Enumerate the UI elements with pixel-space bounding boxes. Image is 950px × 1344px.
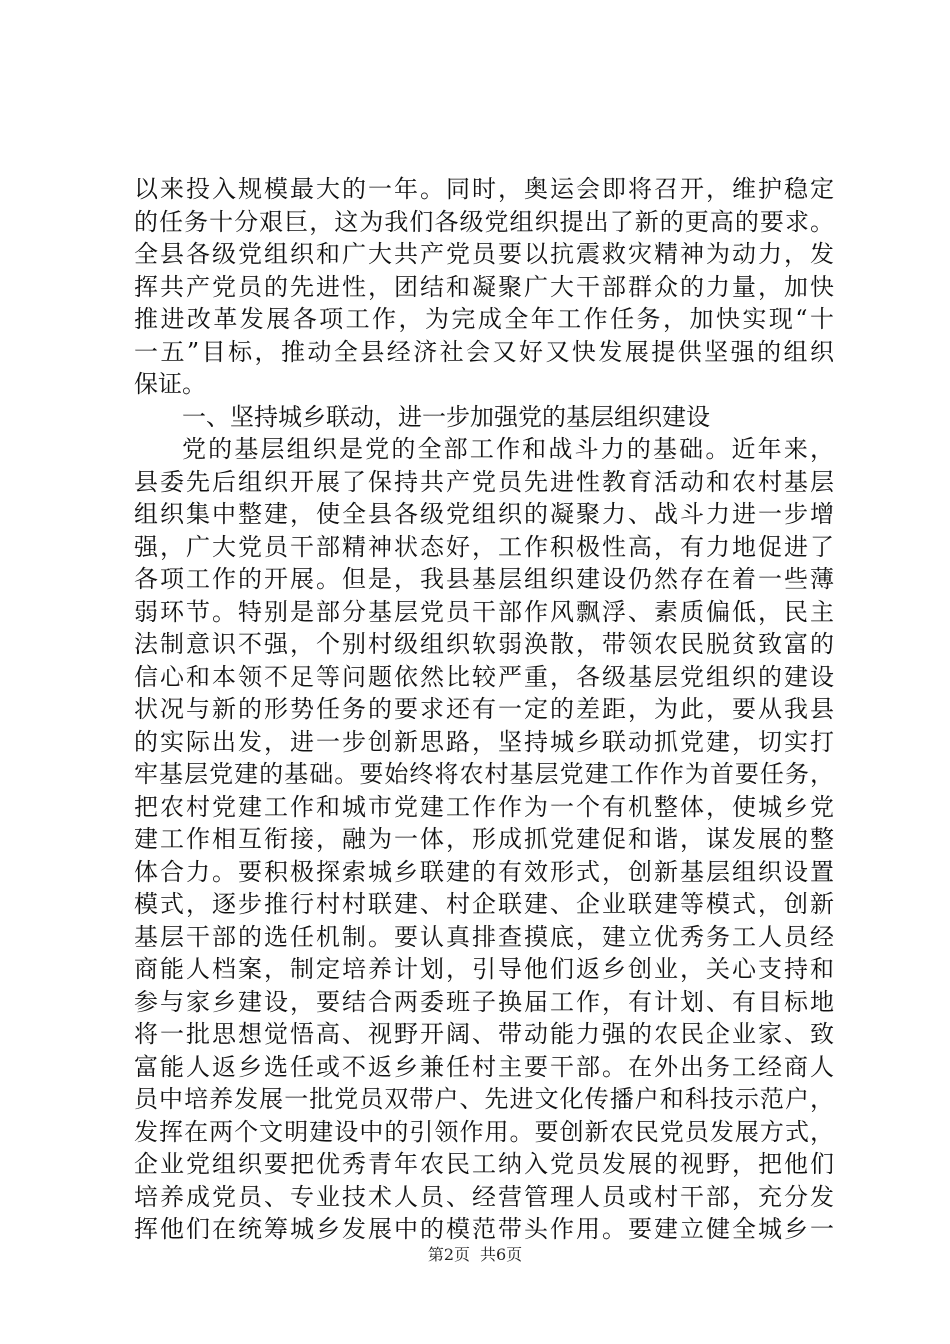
text-line: 挥他们在统筹城乡发展中的模范带头作用。要建立健全城乡一 [134, 1215, 834, 1243]
text-line: 企业党组织要把优秀青年农民工纳入党员发展的视野，把他们 [134, 1150, 834, 1178]
text-line: 模式，逐步推行村村联建、村企联建、企业联建等模式，创新 [134, 890, 834, 918]
text-line: 组织集中整建，使全县各级党组织的凝聚力、战斗力进一步增 [134, 500, 834, 528]
text-line: 挥共产党员的先进性，团结和凝聚广大干部群众的力量，加快 [134, 272, 834, 301]
text-line: 的任务十分艰巨，这为我们各级党组织提出了新的更高的要求。 [134, 207, 834, 236]
text-line: 商能人档案，制定培养计划，引导他们返乡创业，关心支持和 [134, 955, 834, 983]
page-total: 共6页 [480, 1245, 523, 1264]
section-heading: 一、坚持城乡联动，进一步加强党的基层组织建设 [182, 402, 710, 431]
text-line: 弱环节。特别是部分基层党员干部作风飘浮、素质偏低，民主 [134, 597, 834, 626]
text-line: 发挥在两个文明建设中的引领作用。要创新农民党员发展方式， [134, 1117, 834, 1146]
text-line: 体合力。要积极探索城乡联建的有效形式，创新基层组织设置 [134, 857, 834, 886]
text-line: 将一批思想觉悟高、视野开阔、带动能力强的农民企业家、致 [134, 1020, 834, 1048]
text-line: 的实际出发，进一步创新思路，坚持城乡联动抓党建，切实打 [134, 727, 834, 756]
text-line: 牢基层党建的基础。要始终将农村基层党建工作作为首要任务， [134, 760, 834, 788]
text-line: 县委先后组织开展了保持共产党员先进性教育活动和农村基层 [134, 467, 834, 496]
text-line: 推进改革发展各项工作，为完成全年工作任务，加快实现“十 [134, 305, 834, 333]
body-text [134, 173, 834, 1246]
text-line: 参与家乡建设，要结合两委班子换届工作，有计划、有目标地 [134, 987, 834, 1016]
text-line: 以来投入规模最大的一年。同时，奥运会即将召开，维护稳定 [134, 175, 834, 203]
text-line: 富能人返乡选任或不返乡兼任村主要干部。在外出务工经商人 [134, 1052, 834, 1081]
text-line: 各项工作的开展。但是，我县基层组织建设仍然存在着一些薄 [134, 565, 834, 593]
text-line: 把农村党建工作和城市党建工作作为一个有机整体，使城乡党 [134, 792, 834, 821]
text-line: 状况与新的形势任务的要求还有一定的差距，为此，要从我县 [134, 695, 834, 723]
text-line: 一五”目标，推动全县经济社会又好又快发展提供坚强的组织 [134, 337, 834, 366]
page-footer [0, 1245, 950, 1265]
text-line: 基层干部的选任机制。要认真排查摸底，建立优秀务工人员经 [134, 922, 834, 951]
paragraph-first-line: 党的基层组织是党的全部工作和战斗力的基础。近年来， [182, 435, 834, 463]
text-line: 信心和本领不足等问题依然比较严重，各级基层党组织的建设 [134, 662, 834, 691]
text-line: 强，广大党员干部精神状态好，工作积极性高，有力地促进了 [134, 532, 834, 561]
text-line: 建工作相互衔接，融为一体，形成抓党建促和谐，谋发展的整 [134, 825, 834, 853]
text-line: 培养成党员、专业技术人员、经营管理人员或村干部，充分发 [134, 1182, 834, 1211]
page-number: 第2页 [427, 1245, 470, 1264]
text-line: 员中培养发展一批党员双带户、先进文化传播户和科技示范户， [134, 1085, 834, 1113]
text-line: 保证。 [134, 370, 206, 398]
text-line: 全县各级党组织和广大共产党员要以抗震救灾精神为动力，发 [134, 240, 834, 268]
text-line: 法制意识不强，个别村级组织软弱涣散，带领农民脱贫致富的 [134, 630, 834, 658]
